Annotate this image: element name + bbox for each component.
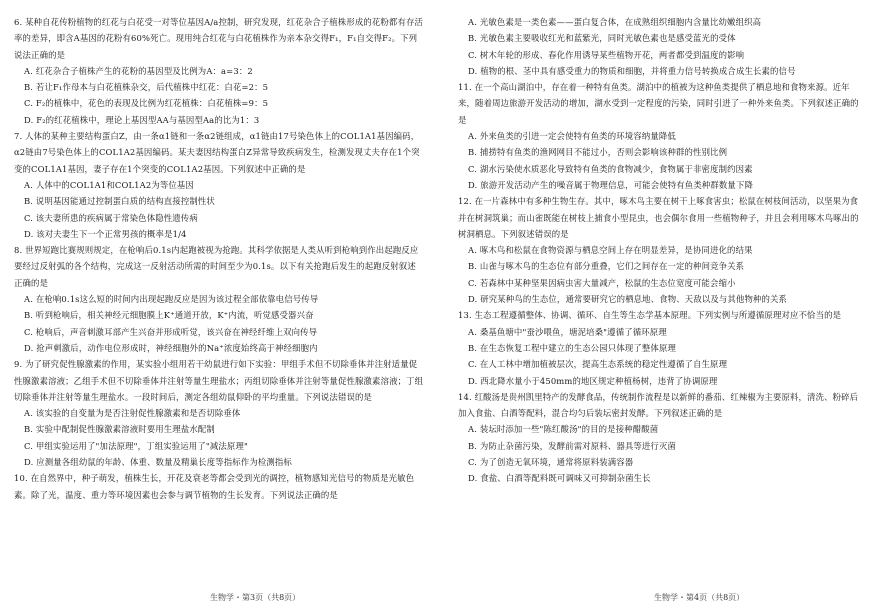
answer-option: B. 光敏色素主要吸收红光和蓝紫光，同时光敏色素也是感受蓝光的受体 [468,33,736,44]
question-stem: 8. 世界短跑比赛规则规定，在枪响后0.1s内起跑被视为抢跑。其科学依据是人类从听到枪响到作出起跑反应要经过反射弧的各个结构，完成这一反射活动所需的时间至少为0.1s。以下有关抢跑后发生的起跑反射叙述正确的是 [14,245,419,288]
answer-option: D. 食盐、白酒等配料既可调味又可抑制杂菌生长 [468,473,651,484]
answer-option: C. 枪响后，声音刺激耳部产生兴奋并形成听觉，该兴奋在神经纤维上双向传导 [24,326,318,337]
answer-option: A. 桑基鱼塘中"蚕沙喂鱼，塘泥培桑"遵循了循环原理 [468,326,667,337]
page-footer-right: 生物学・第4页（共8页） [654,593,745,602]
answer-option: C. 为了创造无氧环境，通常将原料装满容器 [468,457,634,468]
answer-option: A. 该实验的自变量为是否注射促性腺激素和是否切除垂体 [24,408,241,419]
answer-option: D. 西北降水量小于450mm的地区规定种植杨树，违背了协调原理 [468,375,718,386]
answer-option: C. 树木年轮的形成、春化作用诱导某些植物开花，两者都受到温度的影响 [468,49,745,60]
answer-option: A. 外来鱼类的引进一定会使特有鱼类的环境容纳量降低 [468,131,676,142]
answer-option: B. 山雀与啄木鸟的生态位有部分重叠，它们之间存在一定的种间竞争关系 [468,261,745,272]
answer-option: D. 应测量各组幼鼠的年龄、体重、数量及精巢长度等指标作为检测指标 [24,457,292,468]
question-stem: 7. 人体的某种主要结构蛋白Z，由一条α1链和一条α2链组成，α1链由17号染色体上的COL1A1基因编码，α2链由7号染色体上的COL1A2基因编码。某夫妻因结构蛋白Z异常导致疾病发生，检测发现丈夫存在1个突变的COL1A1基因，妻子存在1个突变的COL1A2基因。下列叙述中正确的是 [14,131,420,174]
answer-option: B. 捕捞特有鱼类的渔网网目不能过小，否则会影响该种群的性别比例 [468,147,728,158]
answer-option: D. 植物的根、茎中具有感受重力的物质和细胞，并将重力信号转换成合成生长素的信号 [468,65,796,76]
question-stem: 10. 在自然界中，种子萌发，植株生长，开花及衰老等都会受到光的调控，植物感知光信号的物质是光敏色素。除了光，温度、重力等环境因素也会参与调节植物的生长发育。下列说法正确的是 [14,473,415,500]
question-stem: 13. 生态工程遵循整体、协调、循环、自生等生态学基本原理。下列实例与所遵循原理对应不恰当的是 [458,310,842,321]
question-block [458,193,860,307]
answer-option: D. 抢声刺激后，动作电位形成时，神经细胞外的Na⁺浓度始终高于神经细胞内 [24,342,318,353]
question-block [458,79,860,193]
question-block [14,242,424,356]
answer-option: C. 若森林中某种坚果因病虫害大量减产，松鼠的生态位宽度可能会缩小 [468,277,736,288]
right-column [458,14,860,487]
answer-option: C. 该夫妻所患的疾病属于常染色体隐性遗传病 [24,212,198,223]
question-block [14,14,424,128]
answer-option: B. 为防止杂菌污染，发酵前需对原料、器具等进行灭菌 [468,440,677,451]
question-block [14,470,424,503]
question-stem: 9. 为了研究促性腺激素的作用，某实验小组用若干幼鼠进行如下实验：甲组手术但不切除垂体并注射适量促性腺激素溶液；乙组手术但不切除垂体并注射等量生理盐水；丙组切除垂体并注射等量促性腺激素溶液；丁组切除垂体并注射等量生理盐水。一段时间后，测定各组幼鼠仰卧的平均重量。下列说法错误的是 [14,359,424,402]
answer-option: D. 该对夫妻生下一个正常男孩的概率是1/4 [24,228,187,239]
question-stem: 11. 在一个高山湖泊中，存在着一种特有鱼类。湖泊中的植被为这种鱼类提供了栖息地和食物来源。近年来，随着周边旅游开发活动的增加，湖水受到一定程度的污染，同时引进了一种外来鱼类。下列叙述正确的是 [458,82,859,125]
answer-option: C. F₂的植株中，花色的表现及比例为红花植株：白花植株=9：5 [24,98,269,109]
answer-option: D. 旅游开发活动产生的噪音属于物理信息，可能会使特有鱼类种群数量下降 [468,179,753,190]
answer-option: A. 人体中的COL1A1和COL1A2为等位基因 [24,179,194,190]
answer-option: A. 红花杂合子植株产生的花粉的基因型及比例为A：a=3：2 [24,65,253,76]
left-column [14,14,424,503]
answer-option: A. 在枪响0.1s这么短的时间内出现起跑反应是因为该过程全部依靠电信号传导 [24,294,319,305]
page-footer-left: 生物学・第3页（共8页） [210,593,301,602]
answer-option: B. 说明基因能通过控制蛋白质的结构直接控制性状 [24,196,215,207]
question-block [458,14,860,79]
question-block [458,307,860,388]
answer-option: D. F₂的红花植株中，理论上基因型AA与基因型Aa的比为1：3 [24,114,260,125]
answer-option: B. 若让F₁作母本与白花植株杂交，后代植株中红花：白花=2：5 [24,82,269,93]
answer-option: A. 啄木鸟和松鼠在食物资源与栖息空间上存在明显差异，是协同进化的结果 [468,245,753,256]
answer-option: B. 在生态恢复工程中建立的生态公园只体现了整体原理 [468,342,677,353]
answer-option: C. 甲组实验运用了"加法原理"，丁组实验运用了"减法原理" [24,440,248,451]
answer-option: C. 湖水污染使水质恶化导致特有鱼类的食物减少，食物属于非密度制约因素 [468,163,753,174]
question-block [14,356,424,470]
answer-option: D. 研究某种鸟的生态位，通常要研究它的栖息地、食物、天敌以及与其他物种的关系 [468,294,788,305]
question-block [458,389,860,487]
question-stem: 6. 某种自花传粉植物的红花与白花受一对等位基因A/a控制，研究发现，红花杂合子植株形成的花粉都有存活率的差异，即含A基因的花粉有60%死亡。现用纯合红花与白花植株作为亲本杂交得F₁，F₁自交得F₂。下列说法正确的是 [14,17,424,60]
answer-option: B. 听到枪响后，相关神经元细胞膜上K⁺通道开放，K⁺内流，听觉感受器兴奋 [24,310,314,321]
answer-option: A. 装坛时添加一些"陈红酸汤"的目的是接种醋酸菌 [468,424,659,435]
question-stem: 12. 在一片森林中有多种生物生存。其中，啄木鸟主要在树干上啄食害虫；松鼠在树枝间活动，以坚果为食并在树洞筑巢；而山雀既能在树枝上捕食小型昆虫，也会偶尔食用一些植物种子，并且会利用啄木鸟啄出的树洞栖息。下列叙述错误的是 [458,196,859,239]
answer-option: B. 实验中配制促性腺激素溶液时要用生理盐水配制 [24,424,215,435]
question-block [14,128,424,242]
answer-option: A. 光敏色素是一类色素——蛋白复合体，在成熟组织细胞内含量比幼嫩组织高 [468,17,762,27]
question-stem: 14. 红酸汤是贵州凯里特产的发酵食品，传统制作流程是以新鲜的番茄、红辣椒为主要原料，清洗、粉碎后加入食盐、白酒等配料，混合均匀后装坛密封发酵。下列叙述正确的是 [458,391,859,419]
answer-option: C. 在人工林中增加植被层次，提高生态系统的稳定性遵循了自生原理 [468,359,728,370]
